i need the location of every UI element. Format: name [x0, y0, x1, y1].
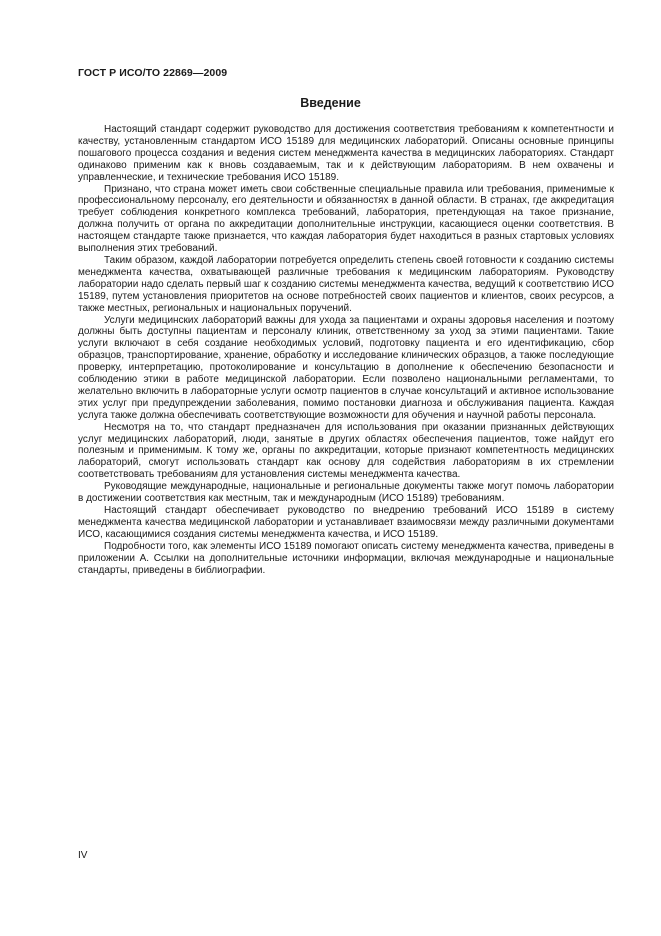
- paragraph: Руководящие международные, национальные и региональные документы также могут помочь лаборатории в достижении соответствия как местным, так и международным (ИСО 15189) требованиям.: [78, 481, 614, 505]
- paragraph: Услуги медицинских лабораторий важны для ухода за пациентами и охраны здоровья населения и поэтому должны быть доступны пациентам и персоналу клиник, ответственному за уход за этими пациентами. Такие услуги включают в себя создание необходимых условий, подготовку пациента и его идентификацию, сбор образцов, транспортирование, хранение, обработку и исследование клинических образцов, а также последующие проверку, интерпретацию, протоколирование и консультацию в дополнение к обеспечению безопасности и соблюдению этики в работе медицинской лаборатории. Если позволено национальными регламентами, то желательно включить в лабораторные услуги осмотр пациентов в случае консультаций и активное использование этих услуг при предупреждении заболевания, помимо постановки диагноза и обслуживания пациента. Каждая услуга также должна обеспечивать соответствующие возможности для обучения и научной работы персонала.: [78, 314, 614, 421]
- paragraph: Несмотря на то, что стандарт предназначен для использования при оказании признанных действующих услуг медицинских лабораторий, люди, занятые в других областях обеспечения пациентов, тоже найдут его полезным и применимым. К тому же, органы по аккредитации, которые признают компетентность медицинских лабораторий, смогут использовать стандарт как основу для содействия лабораториям в их стремлении соответствовать требованиям для установления системы менеджмента качества.: [78, 421, 614, 481]
- paragraph: Признано, что страна может иметь свои собственные специальные правила или требования, применимые к профессиональному персоналу, его деятельности и обязанностях в данной области. В странах, где аккредитация требует соблюдения конкретного комплекса требований, лаборатория, претендующая на такое признание, должна получить от органа по аккредитации дополнительные инструкции, касающиеся оценки соответствия. В настоящем стандарте также признается, что каждая лаборатория будет находиться в разных стартовых условиях выполнения этих требований.: [78, 183, 614, 255]
- paragraph: Настоящий стандарт содержит руководство для достижения соответствия требованиям к компетентности и качеству, установленным стандартом ИСО 15189 для медицинских лабораторий. Описаны основные принципы пошагового процесса создания и ведения систем менеджмента качества в медицинских лабораториях. Стандарт одинаково применим как к вновь создаваемым, так и к действующим лабораториям. В нем охвачены и управленческие, и технические требования ИСО 15189.: [78, 124, 614, 183]
- document-body: [78, 124, 614, 576]
- paragraph: Подробности того, как элементы ИСО 15189 помогают описать систему менеджмента качества, приведены в приложении А. Ссылки на дополнительные источники информации, включая международные и национальные стандарты, приведены в библиографии.: [78, 540, 614, 576]
- document-header: ГОСТ Р ИСО/ТО 22869—2009: [78, 67, 228, 79]
- page-number: IV: [78, 850, 88, 861]
- paragraph: Таким образом, каждой лаборатории потребуется определить степень своей готовности к созданию системы менеджмента качества, охватывающей различные требования к медицинским лабораториям. Руководству лаборатории надо сделать первый шаг к созданию системы менеджмента качества, ведущий к соответствию ИСО 15189, путем установления приоритетов на основе потребностей своих пациентов и клиентов, своих ресурсов, а также местных, региональных и национальных поручений.: [78, 254, 614, 314]
- section-title: Введение: [300, 96, 361, 110]
- paragraph: Настоящий стандарт обеспечивает руководство по внедрению требований ИСО 15189 в систему менеджмента качества медицинской лаборатории и устанавливает взаимосвязи между различными документами ИСО, касающимися создания системы менеджмента качества, и ИСО 15189.: [78, 505, 614, 540]
